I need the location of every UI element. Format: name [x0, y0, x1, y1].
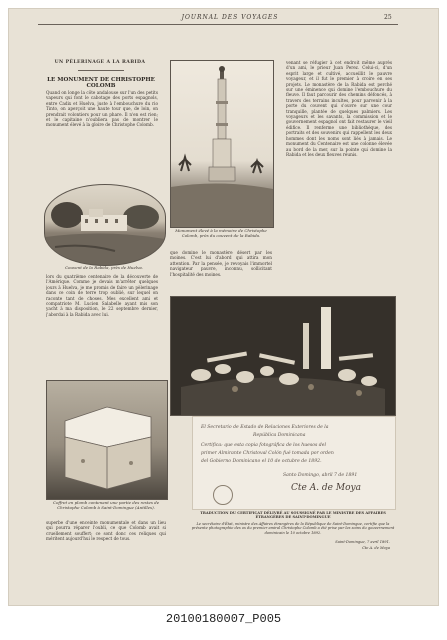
- article-title: LE MONUMENT DE CHRISTOPHE COLOMB: [47, 77, 155, 89]
- certificate-place-date: Santo Domingo, abril 7 de 1891: [283, 473, 358, 478]
- monument-photo: [170, 60, 274, 228]
- section-divider: [78, 70, 124, 71]
- coffer-caption: Coffret en plomb contenant une partie des restes de Christophe Colomb à Saint-Domingue (Antilles).: [52, 500, 160, 510]
- certificate-document: [192, 416, 396, 510]
- article-text-bottom-left: superbe d'une enceinte monumentale et dans un lieu qui pourra réparer l'oubli, ce que Colomb avait si cruellement souffert; ce sont donc ces reliques qui méritent aujourd'hui le respect de tous.: [46, 520, 166, 542]
- translation-body: Le secrétaire d'État, ministre des Affaires étrangères de la République de Saint-Domingue, certifie que la présente photographie des os du premier amiral Christophe Colomb a été prise par les soins du gouvernement dominicain le 10 octobre 1892.: [191, 522, 395, 535]
- convent-photo: [44, 184, 166, 266]
- remains-illustration: [171, 297, 395, 415]
- certificate-seal: [213, 485, 233, 505]
- article-text-col1-top: Quand on longe la côte andalouse sur l'un des petits vapeurs qui font le cabotage des ports espagnols, entre Cadix et Huelva, juste à l'embouchure du rio Tinto, on aperçoit une haute tour que, de loin, on prendrait volontiers pour un phare. Il n'en est rien; et le capitaine n'oubliera pas de montrer le monument élevé à la gloire de Christophe Colomb.: [46, 90, 158, 128]
- article-text-col3: venant se réfugier à cet endroit même auprès d'un ami, le prieur Juan Perez. Celui-ci, d'un esprit large et cultivé, accueillit le pauvre voyageur, et il fut le premier à croire en ses projets. Le monastère de la Rabida est perché sur une éminence qui domine l'embouchure du fleuve. Il faut parcourir des chemins défoncés, à travers des terrains incultes, pour parvenir à la porte du couvent qui s'ouvre sur une cour tranquille, plantée de quelques palmiers. Les voyageurs et les savants, la commission et le gouvernement espagnol ont fait restaurer le vieil édifice. Il renferme une bibliothèque, des portraits et des souvenirs qui rappellent les deux hommes dont les noms sont liés à jamais. Le monument du Centenaire est une colonne élevée au bord de la mer, sur la pointe qui domine la Rabida et les deux fleuves réunis.: [286, 60, 392, 157]
- certificate-line-2: República Dominicana: [253, 433, 306, 438]
- header-rule: [38, 24, 398, 25]
- article-text-col2-mid: que domine le monastère désert par les moines. C'est lui d'abord qui attira mon attention. Par la pensée, je revoyais l'immortel navigateur pauvre, inconnu, sollicitant l'hospitalité des moines.: [170, 250, 272, 277]
- certificate-line-1: El Secretario de Estado de Relaciones Exteriores de la: [201, 425, 329, 430]
- convent-caption: Couvent de la Rabida, près de Huelva.: [64, 265, 144, 270]
- monument-caption: Monument élevé à la mémoire de Christophe Colomb, près du couvent de la Rabida.: [175, 228, 267, 238]
- certificate-signature: Cte A. de Moya: [291, 483, 361, 493]
- certificate-line-4: primer Almirante Christoval Colón fué tomada por orden: [201, 451, 334, 456]
- file-label: 20100180007_P005: [165, 612, 282, 626]
- translation-place: Saint-Domingue, 7 avril 1891.: [335, 540, 390, 544]
- certificate-line-3: Certifica: que esta copia fotográfica de los huesos del: [201, 443, 326, 448]
- monument-illustration: [171, 61, 273, 227]
- remains-photo: [170, 296, 396, 416]
- coffer-illustration: [47, 381, 167, 499]
- coffer-photo: [46, 380, 168, 500]
- translation-title: TRADUCTION DU CERTIFICAT DÉLIVRÉ AU SOUSSIGNÉ PAR LE MINISTRE DES AFFAIRES ÉTRANGÈRES DE SAINT-DOMINGUE: [200, 511, 386, 520]
- page-number: 25: [384, 14, 392, 21]
- section-heading: UN PÈLERINAGE A LA RABIDA: [54, 60, 146, 65]
- article-text-col1-bottom: lors du quatrième centenaire de la découverte de l'Amérique. Comme je devais m'arrêter quelques jours à Huelva, je me promis de faire un pèlerinage dans ce coin de terre trop oublié, sur lequel on raconte tant de choses. Mes excellent ami et compatriote M. Lucien Salabelle ayant mis son yacht à ma disposition, le 22 septembre dernier, j'abordai à la Rabida avec lui.: [46, 274, 158, 317]
- translation-signature: Cte A. de Moya: [362, 546, 390, 550]
- convent-illustration: [45, 185, 165, 265]
- certificate-line-5: del Gobierno Dominicano el 10 de octubre de 1892.: [201, 459, 322, 464]
- journal-header: JOURNAL DES VOYAGES: [181, 14, 279, 21]
